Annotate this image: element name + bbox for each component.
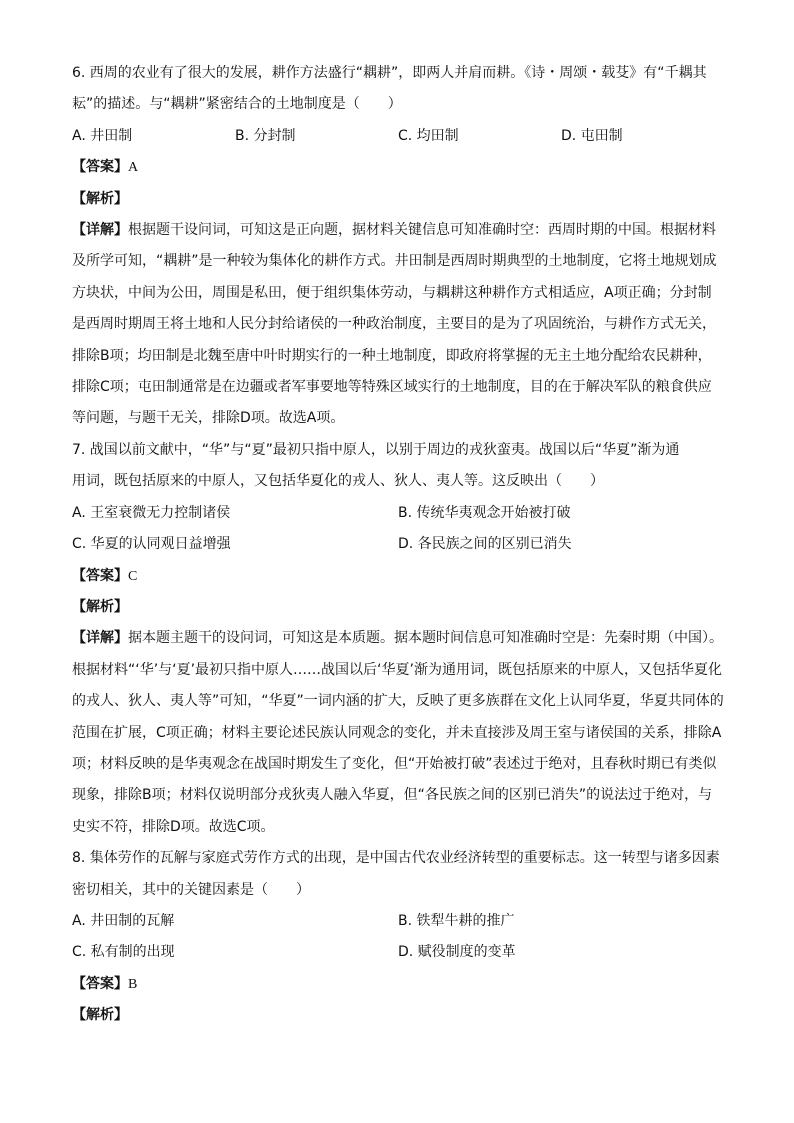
options-row bbox=[72, 121, 724, 152]
question-stem-line: 密切相关，其中的关键因素是（ ） bbox=[72, 881, 310, 898]
options-row bbox=[72, 937, 724, 968]
question-8 bbox=[72, 843, 724, 1031]
document-page bbox=[72, 58, 724, 1032]
option-b: B. 传统华夷观念开始被打破 bbox=[398, 504, 571, 521]
answer-line bbox=[72, 561, 724, 592]
option-a: A. 井田制 bbox=[72, 127, 133, 144]
detail-paragraph bbox=[72, 215, 724, 435]
options-row bbox=[72, 498, 724, 529]
option-c: C. 华夏的认同观日益增强 bbox=[72, 536, 231, 553]
option-b: B. 分封制 bbox=[235, 127, 296, 144]
options-row bbox=[72, 906, 724, 937]
option-a: A. 王室衰微无力控制诸侯 bbox=[72, 504, 231, 521]
analysis-label: 【解析】 bbox=[72, 1007, 128, 1024]
detail-text: 根据题干设问词，可知这是正向题，据材料关键信息可知准确时空：西周时期的中国。根据材料及所学可知，“耦耕”是一种较为集体化的耕作方式。井田制是西周时期典型的土地制度，它将土地规划成方块状，中间为公田，周围是私田，便于组织集体劳动，与耦耕这种耕作方式相适应，A项正确；分封制是西周时期周王将土地和人民分封给诸侯的一种政治制度，主要目的是为了巩固统治，与耕作方式无关，排除B项；均田制是北魏至唐中叶时期实行的一种土地制度，即政府将掌握的无主土地分配给农民耕种，排除C项；屯田制通常是在边疆或者军事要地等特殊区域实行的土地制度，目的在于解决军队的粮食供应等问题，与题干无关，排除D项。故选A项。 bbox=[72, 222, 717, 427]
answer-value: C bbox=[128, 568, 138, 584]
question-stem-line: 用词，既包括原来的中原人，又包括华夏化的戎人、狄人、夷人等。这反映出（ ） bbox=[72, 473, 604, 490]
detail-label: 【详解】 bbox=[72, 630, 128, 647]
answer-label: 【答案】 bbox=[72, 975, 128, 992]
analysis-label: 【解析】 bbox=[72, 190, 128, 207]
option-d: D. 屯田制 bbox=[561, 127, 623, 144]
option-d: D. 各民族之间的区别已消失 bbox=[398, 536, 572, 553]
answer-value: B bbox=[128, 976, 138, 992]
question-stem-line: 6. 西周的农业有了很大的发展，耕作方法盛行“耦耕”，即两人并肩而耕。《诗・周颂・载芟》有“千耦其 bbox=[72, 65, 707, 81]
analysis-label: 【解析】 bbox=[72, 598, 128, 615]
answer-label: 【答案】 bbox=[72, 159, 128, 176]
question-stem-line: 7. 战国以前文献中，“华”与“夏”最初只指中原人，以别于周边的戎狄蛮夷。战国以后“华夏”渐为通 bbox=[72, 441, 680, 458]
options-row bbox=[72, 529, 724, 560]
answer-value: A bbox=[128, 160, 139, 176]
answer-line bbox=[72, 152, 724, 183]
option-d: D. 赋役制度的变革 bbox=[398, 944, 516, 961]
question-7 bbox=[72, 435, 724, 843]
question-stem-line: 耘”的描述。与“耦耕”紧密结合的土地制度是（ ） bbox=[72, 96, 402, 113]
detail-text: 据本题主题干的设问词，可知这是本质题。据本题时间信息可知准确时空是：先秦时期（中国）。根据材料“‘华’与‘夏’最初只指中原人……战国以后‘华夏’渐为通用词，既包括原来的中原人，又包括华夏化的戎人、狄人、夷人等”可知，“华夏”一词内涵的扩大，反映了更多族群在文化上认同华夏，华夏共同体的范围在扩展，C项正确；材料主要论述民族认同观念的变化，并未直接涉及周王室与诸侯国的关系，排除A项；材料反映的是华夷观念在战国时期发生了变化，但“开始被打破”表述过于绝对，且春秋时期已有类似现象，排除B项；材料仅说明部分戎狄夷人融入华夏，但“各民族之间的区别已消失”的说法过于绝对，与史实不符，排除D项。故选C项。 bbox=[72, 630, 724, 835]
question-6 bbox=[72, 58, 724, 435]
option-c: C. 私有制的出现 bbox=[72, 944, 175, 961]
option-c: C. 均田制 bbox=[398, 127, 459, 144]
answer-line bbox=[72, 969, 724, 1000]
question-stem-line: 8. 集体劳作的瓦解与家庭式劳作方式的出现，是中国古代农业经济转型的重要标志。这一转型与诸多因素 bbox=[72, 850, 720, 867]
detail-paragraph bbox=[72, 623, 724, 843]
answer-label: 【答案】 bbox=[72, 567, 128, 584]
option-b: B. 铁犁牛耕的推广 bbox=[398, 912, 515, 929]
detail-label: 【详解】 bbox=[72, 222, 128, 239]
option-a: A. 井田制的瓦解 bbox=[72, 912, 175, 929]
